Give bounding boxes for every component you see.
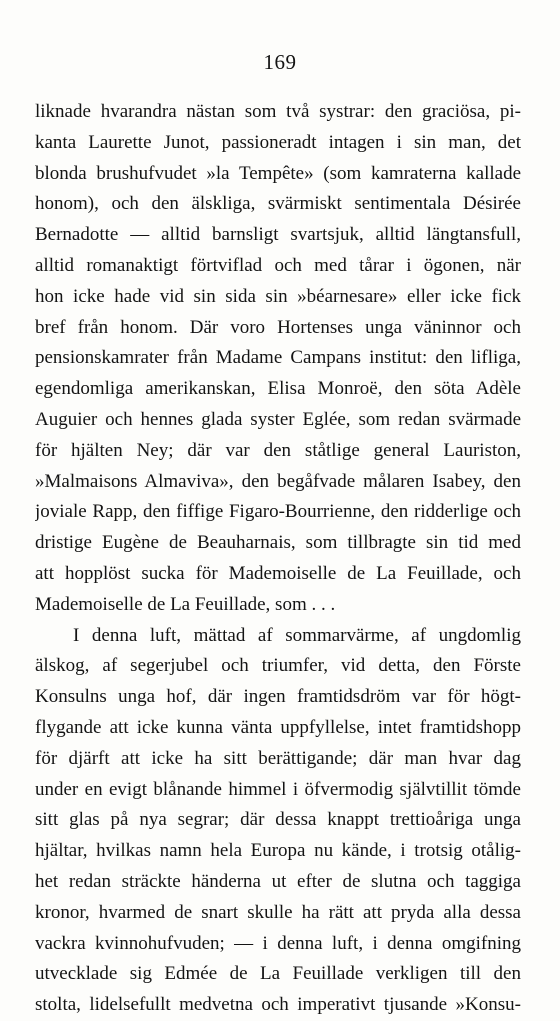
text-line: blonda brushufvudet »la Tempête» (som kamraterna kallade (35, 162, 521, 184)
text-line: Auguier och hennes glada syster Eglée, som redan svärmade (35, 408, 521, 430)
text-line: hon icke hade vid sin sida sin »béarnesare» eller icke fick (35, 285, 521, 307)
text-line: »Malmaisons Almaviva», den begåfvade målaren Isabey, den (35, 470, 521, 492)
text-line: sitt glas på nya segrar; där dessa knappt trettioåriga unga (35, 809, 521, 831)
text-line: alltid romanaktigt förtviflad och med tårar i ögonen, när (35, 254, 521, 276)
text-line: pensionskamrater från Madame Campans institut: den lifliga, (35, 347, 521, 369)
text-line: flygande att icke kunna vänta uppfyllelse, intet framtidshopp (35, 716, 521, 738)
body-text (35, 97, 521, 1021)
text-line: bref från honom. Där voro Hortenses unga väninnor och (35, 316, 521, 338)
text-line: stolta, lidelsefullt medvetna och imperativt tjusande »Konsu- (35, 994, 521, 1016)
text-line: Bernadotte — alltid barnsligt svartsjuk, alltid längtansfull, (35, 224, 521, 246)
text-line: att hopplöst sucka för Mademoiselle de La Feuillade, och (35, 562, 521, 584)
text-line: joviale Rapp, den fiffige Figaro-Bourrienne, den ridderlige och (35, 501, 521, 523)
text-line: för hjälten Ney; där var den ståtlige general Lauriston, (35, 439, 521, 461)
text-line: liknade hvarandra nästan som två systrar: den graciösa, pi- (35, 101, 521, 122)
text-line: egendomliga amerikanskan, Elisa Monroë, den söta Adèle (35, 378, 521, 400)
text-line: honom), och den älskliga, svärmiskt sentimentala Désirée (35, 193, 521, 215)
text-line: under en evigt blånande himmel i öfvermodig självtillit tömde (35, 778, 521, 800)
text-line: Mademoiselle de La Feuillade, som . . . (35, 593, 336, 615)
text-line: kronor, hvarmed de snart skulle ha rätt att pryda alla dessa (35, 901, 521, 923)
text-line: het redan sträckte händerna ut efter de slutna och taggiga (35, 870, 521, 892)
text-line: utvecklade sig Edmée de La Feuillade verkligen till den (35, 963, 521, 985)
paragraph-1 (35, 97, 521, 621)
text-line: kanta Laurette Junot, passioneradt intagen i sin man, det (35, 131, 521, 153)
text-line: dristige Eugène de Beauharnais, som tillbragte sin tid med (35, 532, 521, 554)
page-number: 169 (263, 50, 297, 74)
text-line: älskog, af segerjubel och triumfer, vid detta, den Förste (35, 655, 521, 677)
text-line: Konsulns unga hof, där ingen framtidsdröm var för högt- (35, 686, 521, 708)
text-line: för djärft att icke ha sitt berättigande; där man hvar dag (35, 747, 521, 769)
text-line: vackra kvinnohufvuden; — i denna luft, i denna omgifning (35, 932, 521, 954)
text-line: hjältar, hvilkas namn hela Europa nu kände, i trotsig otålig- (35, 840, 521, 862)
paragraph-2 (35, 621, 521, 1021)
text-line: I denna luft, mättad af sommarvärme, af ungdomlig (73, 624, 521, 646)
